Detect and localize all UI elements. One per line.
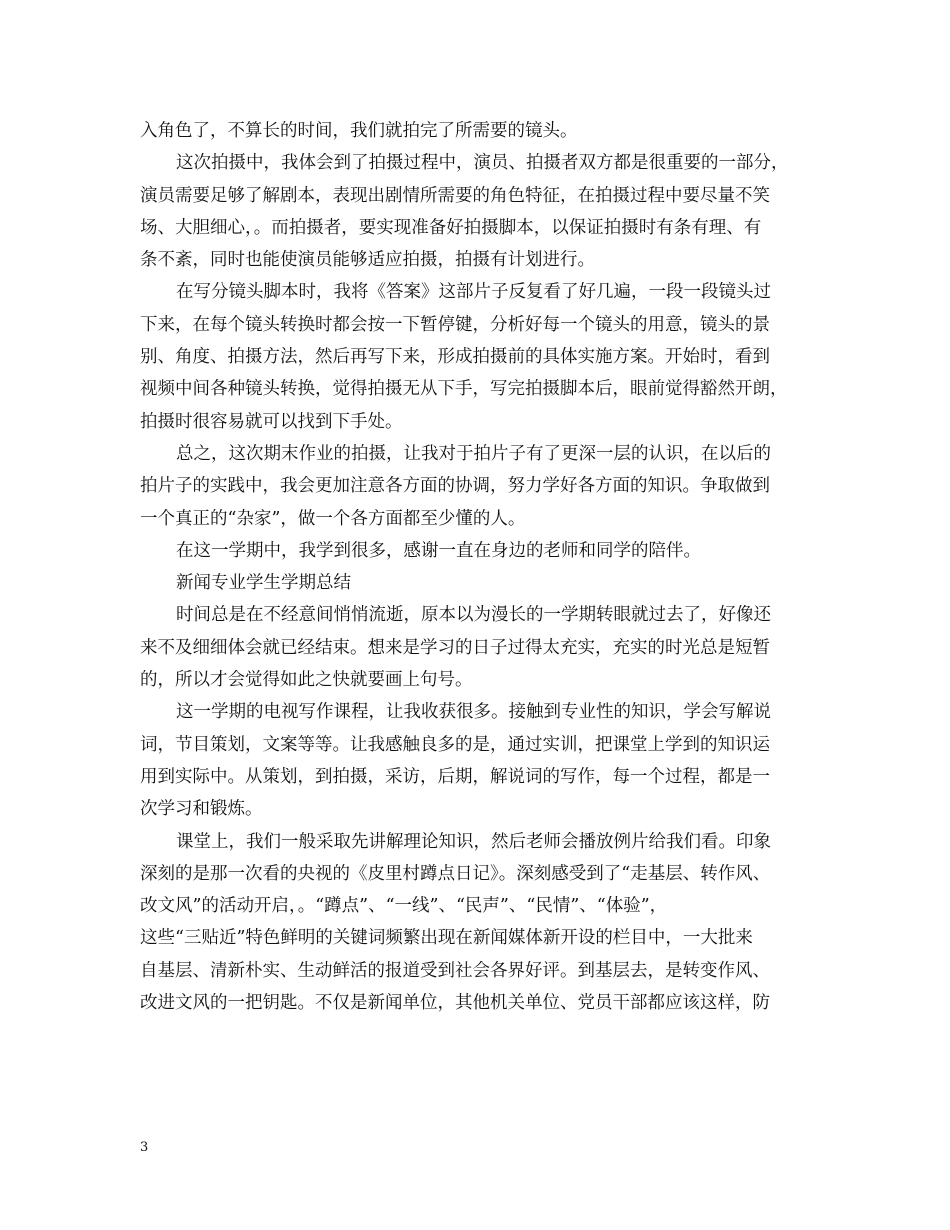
text-line: 次学习和锻炼。	[140, 799, 263, 820]
text-line: 别、角度、拍摄方法，然后再写下来，形成拍摄前的具体实施方案。开始时，看到	[140, 347, 770, 368]
text-line: 视频中间各种镜头转换，觉得拍摄无从下手，写完拍摄脚本后，眼前觉得豁然开朗，	[140, 379, 788, 400]
text-line: 在这一学期中，我学到很多，感谢一直在身边的老师和同学的陪伴。	[176, 540, 701, 561]
text-line: 这一学期的电视写作课程，让我收获很多。接触到专业性的知识，学会写解说	[176, 702, 771, 723]
text-line: 拍摄时很容易就可以找到下手处。	[140, 411, 403, 432]
text-line: 新闻专业学生学期总结	[176, 573, 351, 594]
text-line: 在写分镜头脚本时，我将《答案》这部片子反复看了好几遍，一段一段镜头过	[176, 282, 771, 303]
text-line: 自基层、清新朴实、生动鲜活的报道受到社会各界好评。到基层去，是转变作风、	[140, 960, 770, 981]
text-line: 的，所以才会觉得如此之快就要画上句号。	[140, 670, 473, 691]
text-line: 这些“三贴近”特色鲜明的关键词频繁出现在新闻媒体新开设的栏目中，一大批来	[140, 928, 753, 949]
text-line: 词，节目策划，文案等等。让我感触良多的是，通过实训，把课堂上学到的知识运	[140, 734, 770, 755]
text-line: 这次拍摄中，我体会到了拍摄过程中，演员、拍摄者双方都是很重要的一部分，	[176, 153, 789, 174]
text-line: 场、大胆细心，。而拍摄者，要实现准备好拍摄脚本，以保证拍摄时有条有理、有	[140, 217, 762, 238]
text-line: 总之，这次期末作业的拍摄，让我对于拍片子有了更深一层的认识，在以后的	[176, 443, 771, 464]
text-line: 入角色了，不算长的时间，我们就拍完了所需要的镜头。	[140, 121, 578, 141]
text-line: 用到实际中。从策划，到拍摄，采访，后期，解说词的写作，每一个过程，都是一	[140, 766, 770, 787]
text-line: 时间总是在不经意间悄悄流逝，原本以为漫长的一学期转眼就过去了，好像还	[176, 605, 771, 626]
page-number: 3	[140, 1140, 149, 1155]
text-line: 改进文风的一把钥匙。不仅是新闻单位，其他机关单位、党员干部都应该这样，防	[140, 993, 770, 1014]
text-line: 深刻的是那一次看的央视的《皮里村蹲点日记》。深刻感受到了“走基层、转作风、	[140, 863, 771, 884]
text-line: 下来，在每个镜头转换时都会按一下暂停键，分析好每一个镜头的用意，镜头的景	[140, 314, 770, 335]
text-line: 一个真正的“杂家”，做一个各方面都至少懂的人。	[140, 508, 526, 529]
text-line: 课堂上，我们一般采取先讲解理论知识，然后老师会播放例片给我们看。印象	[176, 831, 771, 852]
text-line: 条不紊，同时也能使演员能够适应拍摄，拍摄有计划进行。	[140, 250, 595, 271]
text-line: 改文风”的活动开启，。“蹲点”、“一线”、“民声”、“民情”、“体验”，	[140, 896, 668, 917]
document-body	[140, 115, 820, 1019]
text-line: 来不及细细体会就已经结束。想来是学习的日子过得太充实，充实的时光总是短暂	[140, 637, 770, 658]
text-line: 演员需要足够了解剧本，表现出剧情所需要的角色特征，在拍摄过程中要尽量不笑	[140, 185, 770, 206]
text-line: 拍片子的实践中，我会更加注意各方面的协调，努力学好各方面的知识。争取做到	[140, 476, 770, 497]
